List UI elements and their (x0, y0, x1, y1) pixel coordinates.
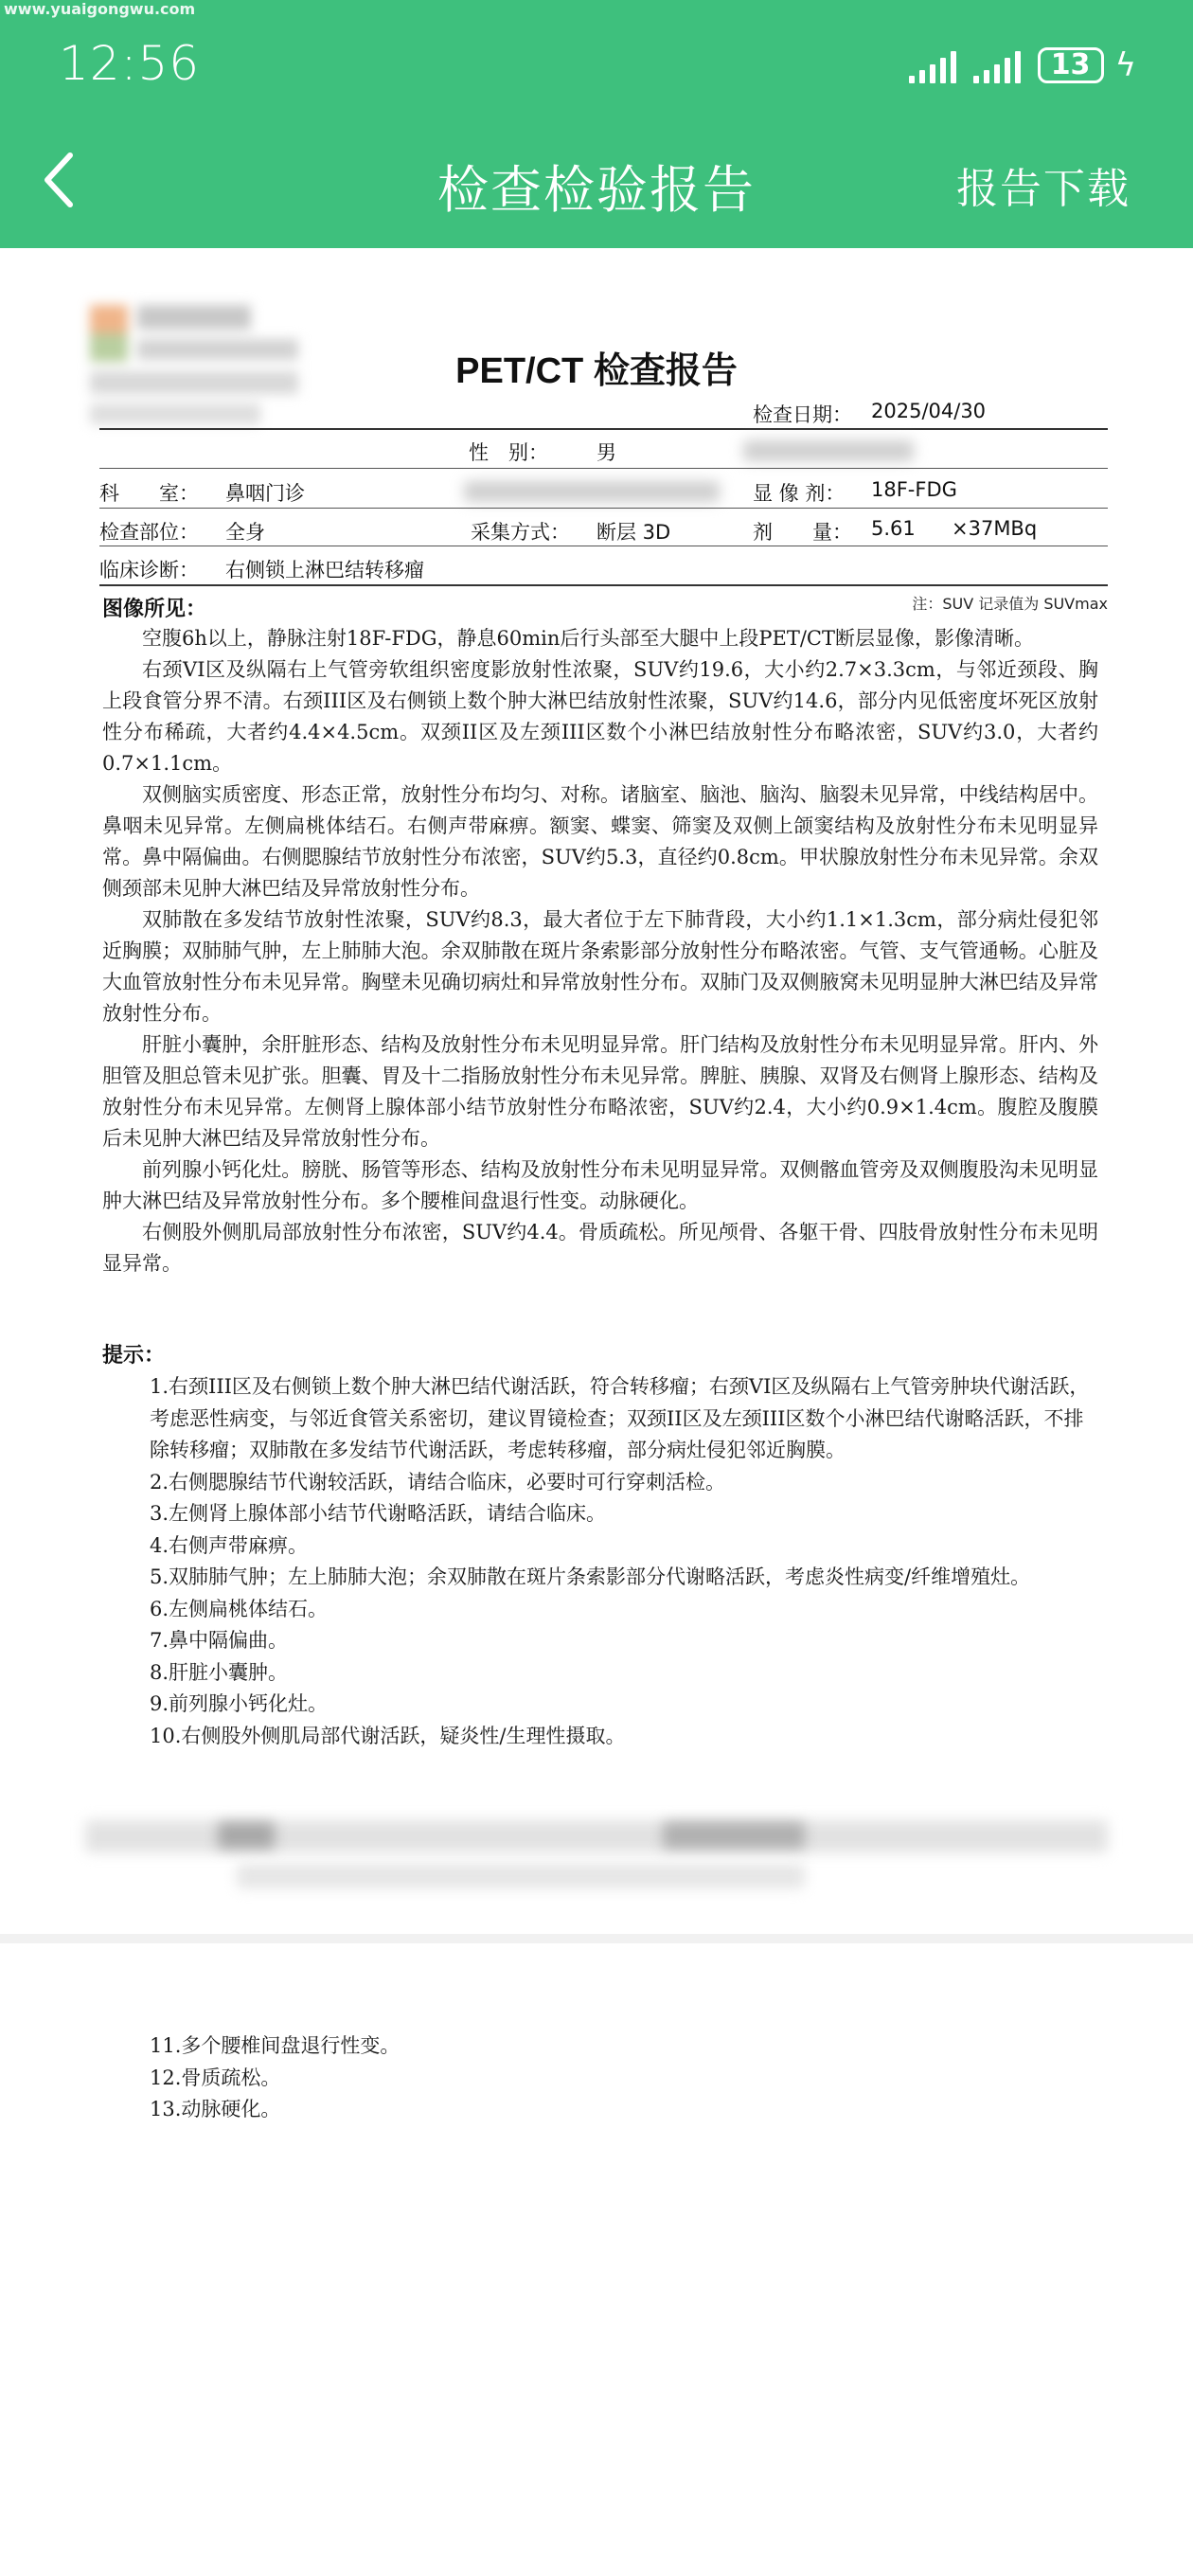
dose-label: 剂 量： (753, 521, 852, 544)
page-divider (0, 1934, 1193, 1943)
download-report-button[interactable]: 报告下载 (956, 165, 1131, 213)
findings-heading: 图像所见： (102, 598, 207, 621)
page-title: 检查检验报告 (437, 160, 756, 220)
signal-2-icon (973, 45, 1021, 83)
report-page (0, 248, 1193, 1934)
gender-label: 性 别： (469, 441, 548, 464)
status-icons (909, 45, 1136, 83)
findings-paragraph: 前列腺小钙化灶。膀胱、肠管等形态、结构及放射性分布未见明显异常。双侧髂血管旁及双侧腹股沟未见明显肿大淋巴结及异常放射性分布。多个腰椎间盘退行性变。动脉硬化。 (102, 1158, 1098, 1212)
mode-value: 断层 3D (596, 521, 671, 544)
suv-note: 注：SUV 记录值为 SUVmax (912, 595, 1108, 613)
site-label: 检查部位： (99, 521, 199, 544)
battery-icon: 13 (1038, 47, 1104, 83)
tips-heading: 提示： (102, 1344, 166, 1368)
exam-date-value: 2025/04/30 (871, 400, 987, 422)
findings-text (102, 623, 1098, 1279)
tip-item: 13.动脉硬化。 (150, 2098, 281, 2120)
site-value: 全身 (225, 521, 265, 544)
diagnosis-label: 临床诊断： (99, 559, 199, 581)
dose-value: 5.61 (871, 517, 916, 540)
tip-item: 4.右侧声带麻痹。 (150, 1533, 309, 1557)
table-rule (99, 468, 1108, 469)
charging-icon: ϟ (1114, 46, 1136, 84)
tip-item: 10.右侧股外侧肌局部代谢活跃，疑炎性/生理性摄取。 (150, 1724, 626, 1747)
findings-paragraph: 双侧脑实质密度、形态正常，放射性分布均匀、对称。诸脑室、脑池、脑沟、脑裂未见异常，中线结构居中。鼻咽未见异常。左侧扁桃体结石。右侧声带麻痹。额窦、蝶窦、筛窦及双侧上颌窦结构及放射性分布未见明显异常。鼻中隔偏曲。右侧腮腺结节放射性分布浓密，SUV约5.3，直径约0.8cm。甲状腺放射性分布未见异常。余双侧颈部未见肿大淋巴结及异常放射性分布。 (102, 783, 1098, 900)
tip-item: 3.左侧肾上腺体部小结节代谢略活跃，请结合临床。 (150, 1502, 607, 1525)
findings-paragraph: 双肺散在多发结节放射性浓聚，SUV约8.3，最大者位于左下肺背段，大小约1.1×1.3cm，部分病灶侵犯邻近胸膜；双肺肺气肿，左上肺肺大泡。余双肺散在斑片条索影部分放射性分布略浓密。气管、支气管通畅。心脏及大血管放射性分布未见异常。胸壁未见确切病灶和异常放射性分布。双肺门及双侧腋窝未见明显肿大淋巴结及异常放射性分布。 (102, 908, 1098, 1025)
tip-item: 7.鼻中隔偏曲。 (150, 1629, 289, 1652)
table-rule (99, 584, 1108, 586)
watermark: www.yuaigongwu.com (4, 0, 196, 18)
status-time: 12:56 (59, 36, 201, 91)
exam-date-label: 检查日期： (753, 403, 852, 426)
tip-item: 5.双肺肺气肿；左上肺肺大泡；余双肺散在斑片条索影部分代谢略活跃，考虑炎性病变/纤维增殖灶。 (150, 1565, 1031, 1588)
redacted-doctor-info (464, 481, 720, 502)
tip-item: 9.前列腺小钙化灶。 (150, 1692, 329, 1715)
app-header (0, 0, 1193, 248)
tips-list (102, 1371, 1098, 1752)
tracer-value: 18F-FDG (871, 478, 957, 501)
redacted-patient-info (743, 440, 914, 461)
tips-list-continued (102, 2030, 1098, 2126)
tracer-label: 显 像 剂： (753, 482, 846, 505)
dose-unit: ×37MBq (952, 517, 1038, 540)
tip-item: 6.左侧扁桃体结石。 (150, 1597, 329, 1620)
redacted-signature-area (85, 1801, 1108, 1905)
tip-item: 11.多个腰椎间盘退行性变。 (150, 2034, 401, 2057)
dept-label: 科 室： (99, 482, 199, 505)
mode-label: 采集方式： (471, 521, 570, 544)
tip-item: 1.右颈III区及右侧锁上数个肿大淋巴结代谢活跃，符合转移瘤；右颈VI区及纵隔右上气管旁肿块代谢活跃，考虑恶性病变，与邻近食管关系密切，建议胃镜检查；双颈II区及左颈III区数个小淋巴结代谢略活跃，不排除转移瘤；双肺散在多发结节代谢活跃，考虑转移瘤，部分病灶侵犯邻近胸膜。 (150, 1375, 1090, 1461)
report-title: PET/CT 检查报告 (455, 351, 738, 391)
table-rule (99, 428, 1108, 430)
dept-value: 鼻咽门诊 (225, 482, 305, 505)
tip-item: 2.右侧腮腺结节代谢较活跃，请结合临床，必要时可行穿刺活检。 (150, 1470, 726, 1494)
findings-paragraph: 空腹6h以上，静脉注射18F-FDG，静息60min后行头部至大腿中上段PET/CT断层显像，影像清晰。 (142, 627, 1035, 650)
gender-value: 男 (596, 441, 616, 464)
tip-item: 12.骨质疏松。 (150, 2066, 281, 2089)
signal-1-icon (909, 45, 956, 83)
findings-paragraph: 肝脏小囊肿，余肝脏形态、结构及放射性分布未见明显异常。肝门结构及放射性分布未见明显异常。肝内、外胆管及胆总管未见扩张。胆囊、胃及十二指肠放射性分布未见异常。脾脏、胰腺、双肾及右侧肾上腺形态、结构及放射性分布未见异常。左侧肾上腺体部小结节放射性分布略浓密，SUV约2.4，大小约0.9×1.4cm。腹腔及腹膜后未见肿大淋巴结及异常放射性分布。 (102, 1033, 1098, 1150)
table-rule (99, 508, 1108, 509)
report-page-2 (0, 1943, 1193, 2576)
findings-paragraph: 右侧股外侧肌局部放射性分布浓密，SUV约4.4。骨质疏松。所见颅骨、各躯干骨、四肢骨放射性分布未见明显异常。 (102, 1221, 1098, 1275)
tip-item: 8.肝脏小囊肿。 (150, 1660, 289, 1684)
diagnosis-value: 右侧锁上淋巴结转移瘤 (225, 559, 424, 581)
findings-paragraph: 右颈VI区及纵隔右上气管旁软组织密度影放射性浓聚，SUV约19.6，大小约2.7×3.3cm，与邻近颈段、胸上段食管分界不清。右颈III区及右侧锁上数个肿大淋巴结放射性浓聚，SUV约14.6，部分内见低密度坏死区放射性分布稀疏，大者约4.4×4.5cm。双颈II区及左颈III区数个小淋巴结放射性分布略浓密，SUV约3.0，大者约0.7×1.1cm。 (102, 658, 1098, 775)
